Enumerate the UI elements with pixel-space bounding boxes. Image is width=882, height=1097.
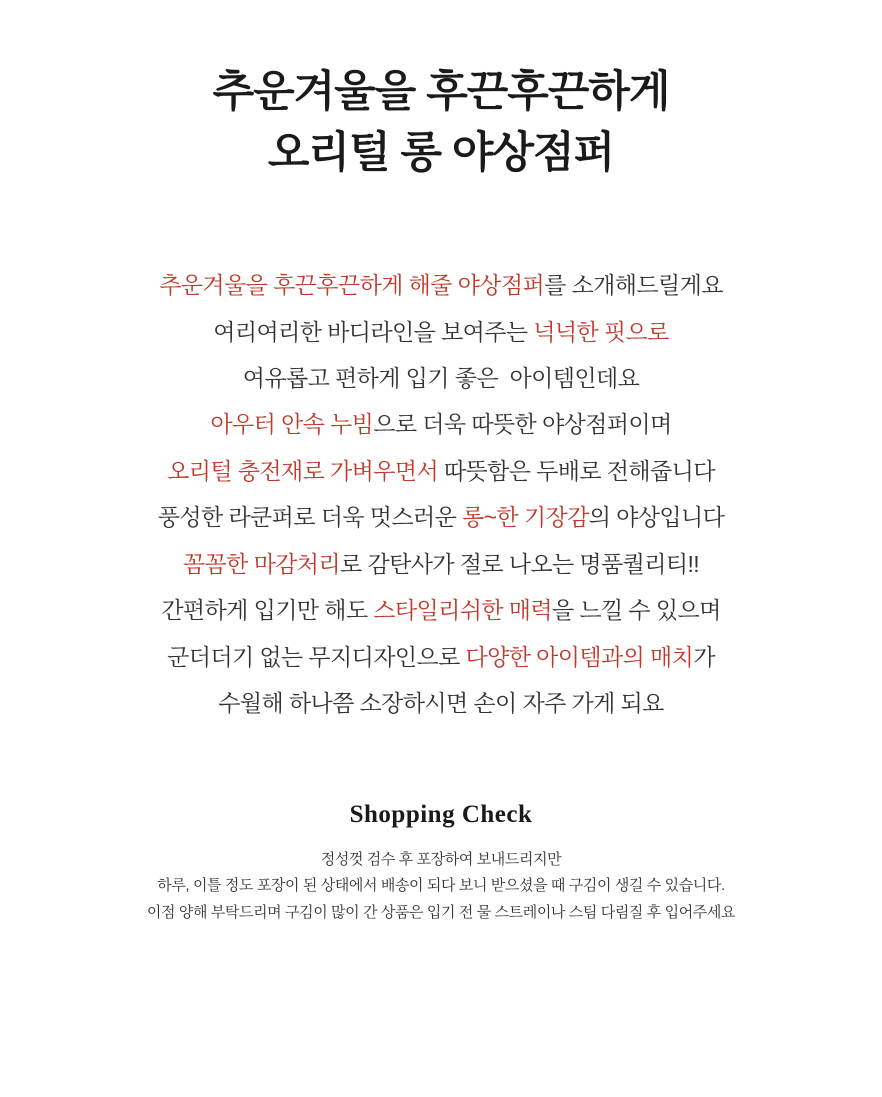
- shopping-check-title: Shopping Check: [349, 800, 533, 828]
- description-text: 풍성한 라쿤퍼로 더욱 멋스러운: [157, 504, 462, 531]
- product-description: [0, 262, 882, 727]
- description-text: 따뜻함은 두배로 전해줍니다: [438, 457, 715, 484]
- description-highlight: 다양한 아이템과의 매치: [465, 643, 694, 670]
- page-title-line-2: 오리털 롱 야상점퍼: [267, 129, 615, 178]
- description-highlight: 오리털 충전재로 가벼우면서: [167, 457, 439, 484]
- shopping-check-line: 정성껏 검수 후 포장하여 보내드리지만: [320, 850, 562, 868]
- description-highlight: 아우터 안속 누빔: [210, 411, 374, 438]
- description-highlight: 추운겨울을 후끈후끈하게 해줄 야상점퍼: [159, 272, 545, 299]
- description-line: [0, 680, 882, 726]
- description-line: [0, 494, 882, 540]
- description-line: [0, 448, 882, 494]
- description-highlight: 꼼꼼한 마감처리: [182, 550, 341, 577]
- description-line: [0, 401, 882, 447]
- description-text: 으로 더욱 따뜻한 야상점퍼이며: [373, 411, 672, 438]
- description-line: [0, 309, 882, 355]
- description-text: 간편하게 입기만 해도: [161, 597, 374, 624]
- description-text: 로 감탄사가 절로 나오는 명품퀄리티!!: [340, 550, 700, 577]
- description-highlight: 넉넉한 핏으로: [533, 318, 669, 345]
- page-title: [213, 62, 670, 184]
- description-highlight: 롱~한 기장감: [461, 504, 589, 531]
- description-text: 수월해 하나쯤 소장하시면 손이 자주 가게 되요: [218, 690, 664, 717]
- page-title-line-1: 추운겨울을 후끈후끈하게: [212, 68, 670, 116]
- description-line: [0, 587, 882, 633]
- description-line: [0, 634, 882, 680]
- shopping-check-line: 하루, 이틀 정도 포장이 된 상태에서 배송이 되다 보니 받으셨을 때 구김이 생길 수 있습니다.: [157, 877, 725, 895]
- description-text: 여유롭고 편하게 입기 좋은 아이템인데요: [242, 365, 640, 391]
- description-line: [0, 355, 882, 401]
- description-line: [0, 541, 882, 587]
- description-line: [0, 262, 882, 308]
- description-text: 를 소개해드릴게요: [544, 272, 723, 299]
- description-text: 을 느낄 수 있으며: [551, 597, 721, 624]
- description-highlight: 스타일리쉬한 매력: [373, 597, 552, 624]
- shopping-check-section: [0, 801, 882, 927]
- shopping-check-line: 이점 양해 부탁드리며 구김이 많이 간 상품은 입기 전 물 스트레이나 스팀 다림질 후 입어주세요: [146, 904, 736, 921]
- description-text: 군더더기 없는 무지디자인으로: [167, 643, 466, 670]
- description-text: 가: [693, 643, 715, 670]
- description-text: 여리여리한 바디라인을 보여주는: [213, 318, 534, 345]
- description-text: 의 야상입니다: [588, 504, 725, 531]
